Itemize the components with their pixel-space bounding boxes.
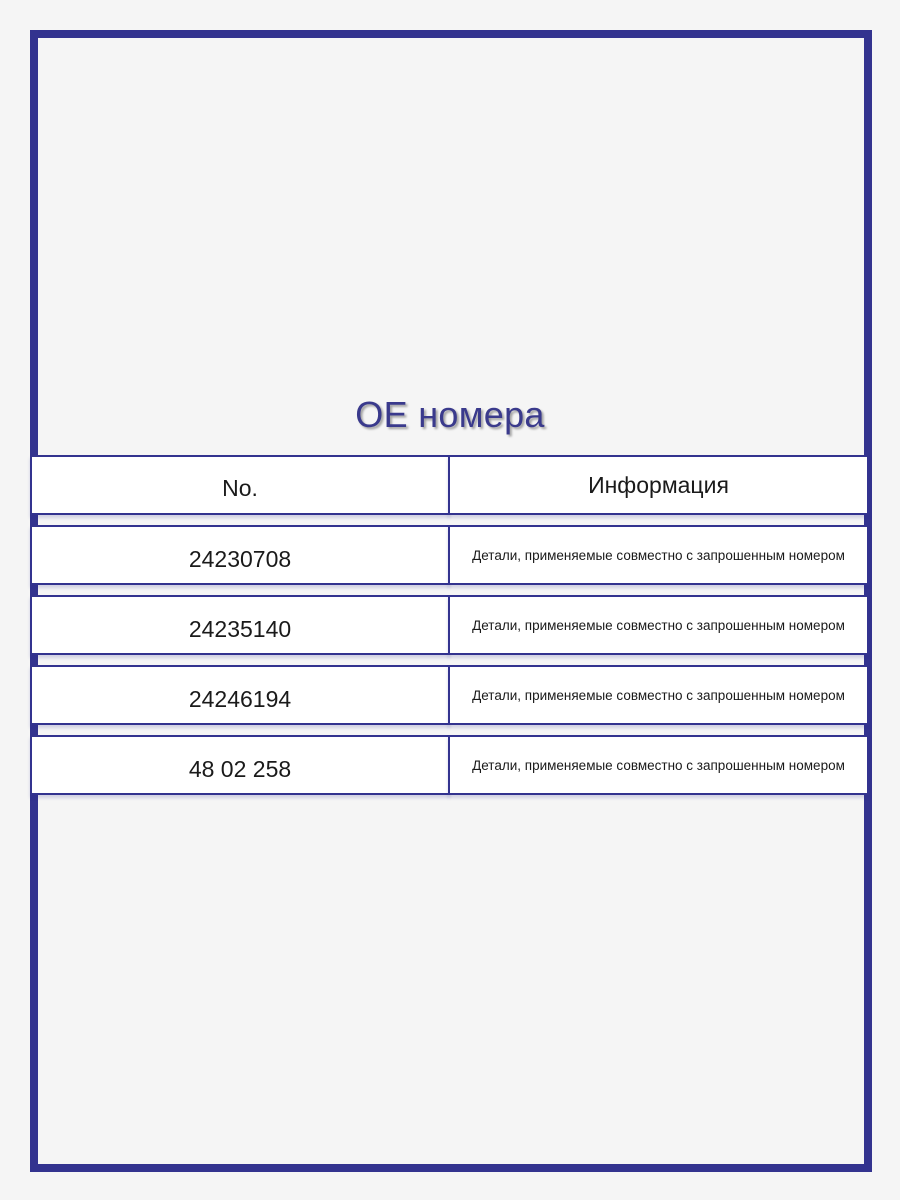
oe-number-cell: 24230708 — [30, 525, 450, 585]
page-title: OE номера — [355, 394, 545, 435]
info-cell: Детали, применяемые совместно с запрошенным номером — [448, 735, 869, 795]
oe-number-cell: 24246194 — [30, 665, 450, 725]
column-header-info: Информация — [448, 455, 869, 515]
table-row — [30, 665, 871, 725]
column-header-no: No. — [30, 455, 450, 515]
table-row — [30, 735, 871, 795]
table-row — [30, 595, 871, 655]
table-header-row — [30, 455, 871, 515]
oe-number-cell: 48 02 258 — [30, 735, 450, 795]
info-cell: Детали, применяемые совместно с запрошенным номером — [448, 595, 869, 655]
table-row — [30, 525, 871, 585]
oe-number-cell: 24235140 — [30, 595, 450, 655]
info-cell: Детали, применяемые совместно с запрошенным номером — [448, 525, 869, 585]
info-cell: Детали, применяемые совместно с запрошенным номером — [448, 665, 869, 725]
